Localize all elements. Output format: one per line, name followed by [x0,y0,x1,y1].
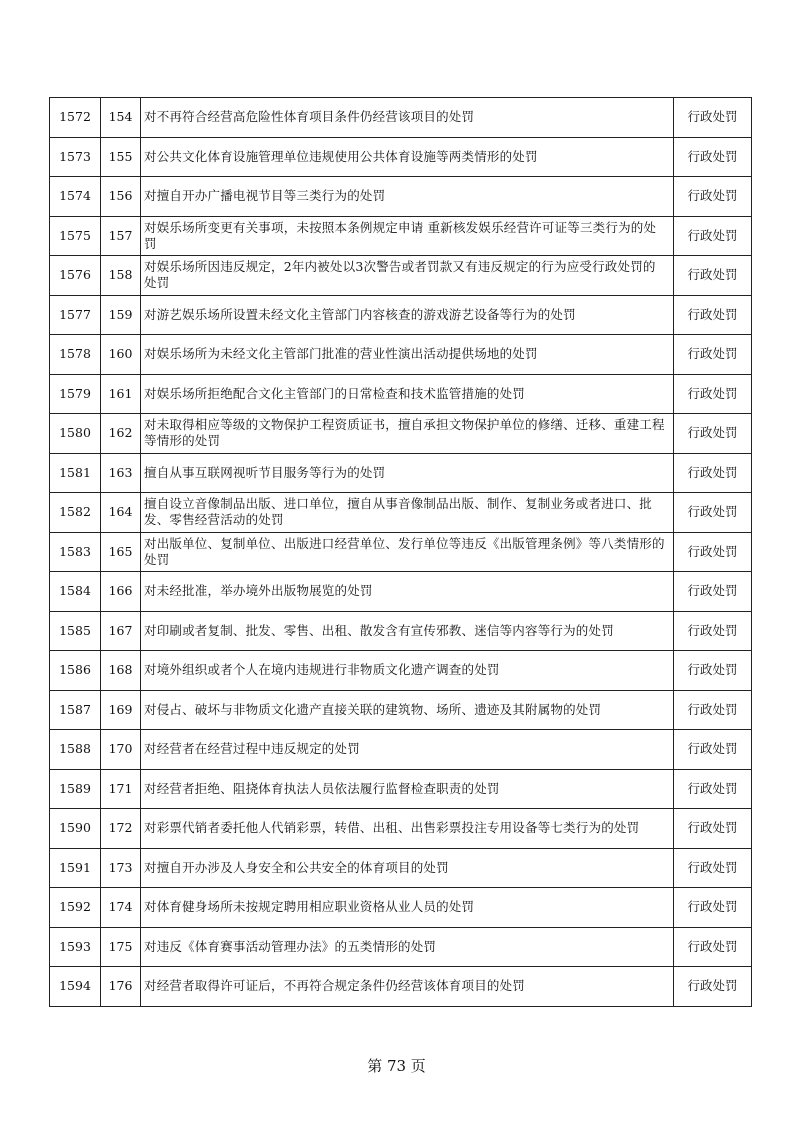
row-number: 1583 [50,532,101,572]
item-name: 对违反《体育赛事活动管理办法》的五类情形的处罚 [141,927,674,967]
row-number: 1589 [50,769,101,809]
sub-number: 175 [101,927,141,967]
sub-number: 169 [101,690,141,730]
item-type: 行政处罚 [674,888,752,928]
table-row [50,848,752,888]
sub-number: 173 [101,848,141,888]
row-number: 1586 [50,651,101,691]
item-name: 擅自设立音像制品出版、进口单位，擅自从事音像制品出版、制作、复制业务或者进口、批发、零售经营活动的处罚 [141,493,674,533]
sub-number: 174 [101,888,141,928]
item-type: 行政处罚 [674,651,752,691]
item-type: 行政处罚 [674,730,752,770]
row-number: 1579 [50,374,101,414]
item-type: 行政处罚 [674,927,752,967]
table-row [50,453,752,493]
table-row [50,98,752,138]
table-row [50,809,752,849]
sub-number: 159 [101,295,141,335]
sub-number: 172 [101,809,141,849]
item-name: 对出版单位、复制单位、出版进口经营单位、发行单位等违反《出版管理条例》等八类情形的处罚 [141,532,674,572]
item-type: 行政处罚 [674,453,752,493]
table-row [50,611,752,651]
item-type: 行政处罚 [674,611,752,651]
item-name: 对娱乐场所变更有关事项，未按照本条例规定申请 重新核发娱乐经营许可证等三类行为的处罚 [141,216,674,256]
row-number: 1587 [50,690,101,730]
item-type: 行政处罚 [674,374,752,414]
table-row [50,295,752,335]
item-type: 行政处罚 [674,769,752,809]
row-number: 1581 [50,453,101,493]
table-row [50,572,752,612]
row-number: 1592 [50,888,101,928]
item-name: 对经营者拒绝、阻挠体育执法人员依法履行监督检查职责的处罚 [141,769,674,809]
sub-number: 164 [101,493,141,533]
item-name: 对游艺娱乐场所设置未经文化主管部门内容核查的游戏游艺设备等行为的处罚 [141,295,674,335]
item-type: 行政处罚 [674,848,752,888]
row-number: 1585 [50,611,101,651]
sub-number: 154 [101,98,141,138]
item-name: 对公共文化体育设施管理单位违规使用公共体育设施等两类情形的处罚 [141,137,674,177]
table-body [50,98,752,1007]
row-number: 1593 [50,927,101,967]
table-row [50,177,752,217]
sub-number: 162 [101,414,141,454]
row-number: 1573 [50,137,101,177]
table-row [50,414,752,454]
sub-number: 158 [101,256,141,296]
table-row [50,730,752,770]
item-name: 对侵占、破坏与非物质文化遗产直接关联的建筑物、场所、遗迹及其附属物的处罚 [141,690,674,730]
item-type: 行政处罚 [674,98,752,138]
row-number: 1590 [50,809,101,849]
table-row [50,651,752,691]
item-type: 行政处罚 [674,967,752,1007]
sub-number: 160 [101,335,141,375]
sub-number: 171 [101,769,141,809]
power-list-table [49,97,752,1007]
item-type: 行政处罚 [674,335,752,375]
item-name: 对印刷或者复制、批发、零售、出租、散发含有宣传邪教、迷信等内容等行为的处罚 [141,611,674,651]
sub-number: 165 [101,532,141,572]
item-type: 行政处罚 [674,532,752,572]
row-number: 1578 [50,335,101,375]
item-name: 对娱乐场所因违反规定，2年内被处以3次警告或者罚款又有违反规定的行为应受行政处罚的处罚 [141,256,674,296]
item-type: 行政处罚 [674,137,752,177]
item-name: 对经营者在经营过程中违反规定的处罚 [141,730,674,770]
table-row [50,335,752,375]
item-type: 行政处罚 [674,572,752,612]
item-type: 行政处罚 [674,493,752,533]
item-name: 擅自从事互联网视听节目服务等行为的处罚 [141,453,674,493]
item-type: 行政处罚 [674,256,752,296]
item-type: 行政处罚 [674,690,752,730]
table-row [50,216,752,256]
item-name: 对娱乐场所为未经文化主管部门批准的营业性演出活动提供场地的处罚 [141,335,674,375]
table-row [50,137,752,177]
row-number: 1582 [50,493,101,533]
table-row [50,769,752,809]
sub-number: 156 [101,177,141,217]
row-number: 1574 [50,177,101,217]
item-name: 对未经批准，举办境外出版物展览的处罚 [141,572,674,612]
table-row [50,967,752,1007]
item-name: 对经营者取得许可证后，不再符合规定条件仍经营该体育项目的处罚 [141,967,674,1007]
item-name: 对彩票代销者委托他人代销彩票，转借、出租、出售彩票投注专用设备等七类行为的处罚 [141,809,674,849]
item-type: 行政处罚 [674,216,752,256]
item-name: 对擅自开办广播电视节目等三类行为的处罚 [141,177,674,217]
item-type: 行政处罚 [674,177,752,217]
item-type: 行政处罚 [674,414,752,454]
table-row [50,374,752,414]
sub-number: 168 [101,651,141,691]
row-number: 1572 [50,98,101,138]
table-row [50,888,752,928]
sub-number: 166 [101,572,141,612]
item-name: 对娱乐场所拒绝配合文化主管部门的日常检查和技术监管措施的处罚 [141,374,674,414]
row-number: 1580 [50,414,101,454]
table-row [50,690,752,730]
sub-number: 161 [101,374,141,414]
row-number: 1576 [50,256,101,296]
table-row [50,927,752,967]
item-name: 对境外组织或者个人在境内违规进行非物质文化遗产调查的处罚 [141,651,674,691]
item-type: 行政处罚 [674,809,752,849]
sub-number: 176 [101,967,141,1007]
row-number: 1588 [50,730,101,770]
item-name: 对不再符合经营高危险性体育项目条件仍经营该项目的处罚 [141,98,674,138]
item-type: 行政处罚 [674,295,752,335]
table-row [50,493,752,533]
sub-number: 167 [101,611,141,651]
row-number: 1577 [50,295,101,335]
row-number: 1591 [50,848,101,888]
sub-number: 170 [101,730,141,770]
item-name: 对体育健身场所未按规定聘用相应职业资格从业人员的处罚 [141,888,674,928]
row-number: 1575 [50,216,101,256]
table-row [50,256,752,296]
sub-number: 163 [101,453,141,493]
item-name: 对未取得相应等级的文物保护工程资质证书，擅自承担文物保护单位的修缮、迁移、重建工程等情形的处罚 [141,414,674,454]
page-number: 第 73 页 [367,1057,426,1075]
sub-number: 157 [101,216,141,256]
item-name: 对擅自开办涉及人身安全和公共安全的体育项目的处罚 [141,848,674,888]
table-row [50,532,752,572]
row-number: 1584 [50,572,101,612]
row-number: 1594 [50,967,101,1007]
sub-number: 155 [101,137,141,177]
